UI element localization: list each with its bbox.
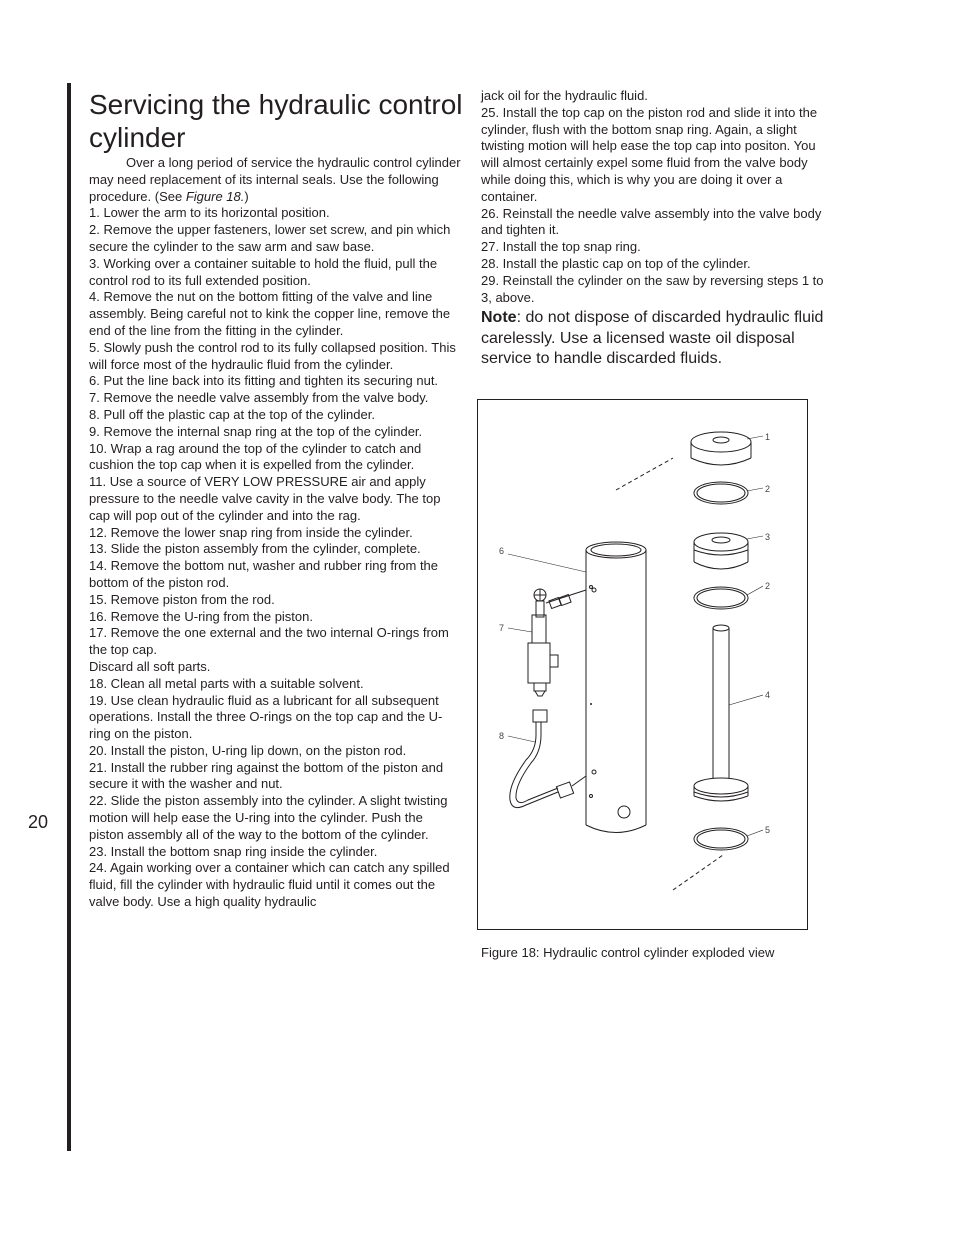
intro-text-end: ) [244, 188, 249, 204]
left-step-list [89, 205, 461, 910]
figure-caption: Figure 18: Hydraulic control cylinder exploded view [481, 945, 775, 960]
o-ring-part-5 [694, 828, 748, 850]
page-number: 20 [28, 812, 49, 832]
procedure-step: 19. Use clean hydraulic fluid as a lubricant for all subsequent operations. Install the three O-rings on the top cap and the U-ring on the piston. [89, 692, 443, 742]
procedure-step: Discard all soft parts. [89, 658, 211, 674]
procedure-step: 17. Remove the one external and the two internal O-rings from the top cap. [89, 625, 449, 658]
procedure-step: 4. Remove the nut on the bottom fitting of the valve and line assembly. Being careful not to kink the copper line, remove the end of the line from the fitting in the cylinder. [89, 289, 451, 338]
procedure-step: 24. Again working over a container which can catch any spilled fluid, fill the cylinder with hydraulic fluid until it comes out the valve body. Use a high quality hydraulic [89, 860, 450, 910]
procedure-step: 27. Install the top snap ring. [481, 239, 641, 255]
left-column [89, 155, 461, 911]
procedure-step: 26. Reinstall the needle valve assembly into the valve body and tighten it. [481, 205, 822, 238]
piston-part-3 [694, 533, 748, 569]
margin-rule [67, 83, 71, 1151]
procedure-step: 20. Install the piston, U-ring lip down, on the piston rod. [89, 742, 407, 758]
note-label: Note [481, 309, 517, 326]
center-mark [590, 703, 592, 705]
callout-4: 4 [765, 690, 771, 700]
callout-2-upper: 2 [765, 484, 771, 494]
procedure-step: 13. Slide the piston assembly from the cylinder, complete. [89, 541, 421, 557]
procedure-step: 29. Reinstall the cylinder on the saw by reversing steps 1 to 3, above. [481, 272, 824, 305]
note-text: : do not dispose of discarded hydraulic fluid carelessly. Use a licensed waste oil disposal service to handle discarded fluids. [481, 309, 824, 367]
procedure-step: 6. Put the line back into its fitting and tighten its securing nut. [89, 373, 439, 389]
callout-8: 8 [499, 731, 505, 741]
piston-rod-part-4 [694, 625, 748, 801]
page-title: Servicing the hydraulic control cylinder [89, 89, 463, 153]
procedure-step: 23. Install the bottom snap ring inside the cylinder. [89, 843, 378, 859]
figure-18-frame [477, 399, 808, 930]
top-cap-part-1 [691, 432, 751, 465]
right-step-list [481, 88, 837, 306]
procedure-step: 12. Remove the lower snap ring from inside the cylinder. [89, 524, 413, 540]
procedure-step: 1. Lower the arm to its horizontal position. [89, 205, 330, 221]
cylinder-body [586, 542, 646, 833]
procedure-step: 25. Install the top cap on the piston rod and slide it into the cylinder, flush with the bottom snap ring. Again, a slight twisting motion will help ease the top cap into positon. You will almost certainly expel some fluid from the valve body while doing this, which is why you are doing it over a container. [481, 104, 818, 204]
procedure-step: 21. Install the rubber ring against the bottom of the piston and secure it with the washer and nut. [89, 759, 444, 792]
procedure-step: 16. Remove the U-ring from the piston. [89, 608, 313, 624]
procedure-step: 15. Remove piston from the rod. [89, 591, 275, 607]
callout-5: 5 [765, 825, 771, 835]
procedure-step: 7. Remove the needle valve assembly from the valve body. [89, 390, 429, 406]
procedure-step: 18. Clean all metal parts with a suitable solvent. [89, 675, 364, 691]
callout-1: 1 [765, 432, 771, 442]
exploded-view-drawing [478, 400, 809, 931]
procedure-step: 11. Use a source of VERY LOW PRESSURE air and apply pressure to the needle valve cavity in the valve body. The top cap will pop out of the cylinder and into the rag. [89, 474, 441, 523]
callout-2-lower: 2 [765, 581, 771, 591]
procedure-step: 5. Slowly push the control rod to its fully collapsed position. This will force most of the hydraulic fluid from the cylinder. [89, 339, 456, 372]
procedure-step: 3. Working over a container suitable to hold the fluid, pull the control rod to its full extended position. [89, 255, 438, 288]
callout-6: 6 [499, 546, 505, 556]
procedure-step: 28. Install the plastic cap on top of the cylinder. [481, 255, 751, 271]
disposal-note [481, 308, 831, 370]
procedure-step: 22. Slide the piston assembly into the cylinder. A slight twisting motion will help ease the U-ring into the cylinder. Push the piston assembly all of the way to the bottom of the cylinder. [89, 793, 448, 842]
intro-paragraph [89, 155, 461, 205]
procedure-step: 8. Pull off the plastic cap at the top of the cylinder. [89, 406, 375, 422]
right-column [481, 88, 837, 306]
procedure-step: jack oil for the hydraulic fluid. [481, 88, 648, 103]
procedure-step: 2. Remove the upper fasteners, lower set screw, and pin which secure the cylinder to the saw arm and saw base. [89, 222, 451, 254]
guide-line-bottom [673, 855, 723, 890]
snap-ring-lower [694, 587, 748, 609]
copper-line [510, 710, 586, 808]
callout-7: 7 [499, 623, 505, 633]
guide-line-top [616, 458, 673, 490]
procedure-step: 9. Remove the internal snap ring at the top of the cylinder. [89, 423, 423, 439]
callout-3: 3 [765, 532, 771, 542]
snap-ring-upper [694, 482, 748, 504]
figure-reference: Figure 18. [185, 188, 245, 204]
valve-assembly [528, 589, 586, 696]
procedure-step: 14. Remove the bottom nut, washer and rubber ring from the bottom of the piston rod. [89, 558, 439, 590]
procedure-step: 10. Wrap a rag around the top of the cylinder to catch and cushion the top cap when it is expelled from the cylinder. [89, 440, 422, 473]
intro-text: Over a long period of service the hydraulic control cylinder may need replacement of its internal seals. Use the following procedure. (See [89, 155, 461, 204]
